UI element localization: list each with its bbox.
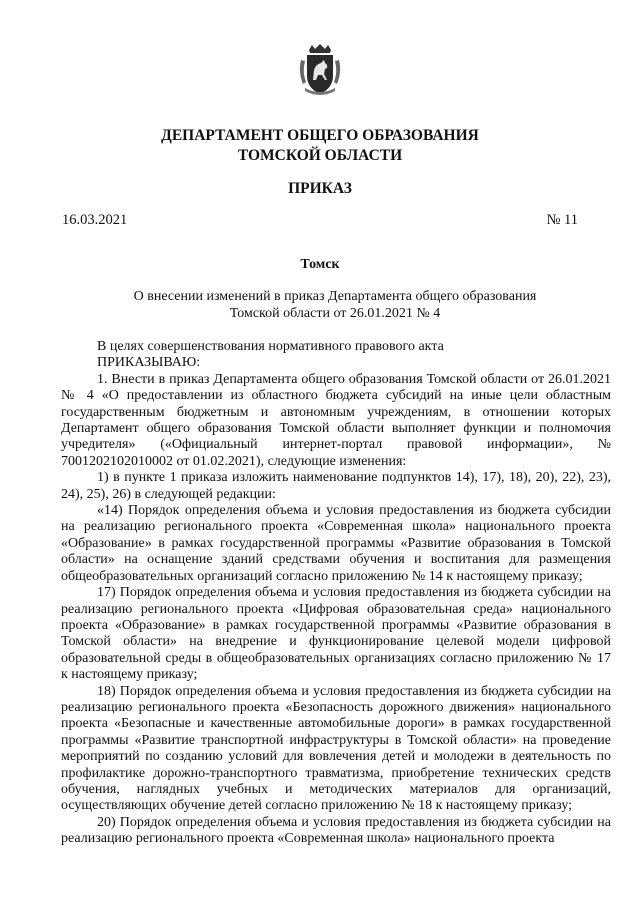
document-type: ПРИКАЗ <box>288 180 352 197</box>
department-name-line1: ДЕПАРТАМЕНТ ОБЩЕГО ОБРАЗОВАНИЯ <box>161 127 479 144</box>
tomsk-coat-of-arms-icon <box>297 44 343 96</box>
paragraph-17: 17) Порядок определения объема и условия предоставления из бюджета субсидии на реализацию регионального проекта «Цифровая образовательная среда» национального проекта «Образование» в рамках государственной программы «Развитие образования в Томской области» на внедрение и функционирование целевой модели цифровой образовательной среды в общеобразовательных организациях согласно приложению № 17 к настоящему приказу; <box>61 585 611 683</box>
paragraph-item-1: 1. Внести в приказ Департамента общего образования Томской области от 26.01.2021 № 4 «О предоставлении из областного бюджета субсидий на иные цели областным государственным бюджетным и автономным учреждениям, в отношении которых Департамент общего образования Томской области выполняет функции и полномочия учредителя» («Официальный интернет-портал правовой информации», № 7001202102010002 от 01.02.2021), следующие изменения: <box>61 371 611 469</box>
paragraph-20: 20) Порядок определения объема и условия предоставления из бюджета субсидии на реализацию регионального проекта «Современная школа» национального проекта <box>61 814 611 847</box>
paragraph-14: «14) Порядок определения объема и условия предоставления из бюджета субсидии на реализацию регионального проекта «Современная школа» национального проекта «Образование» в рамках государственной программы «Развитие образования в Томской области» на оснащение зданий средствами обучения и воспитания для размещения общеобразовательных организаций согласно приложению № 14 к настоящему приказу; <box>61 503 611 584</box>
order-number: № 11 <box>546 212 578 228</box>
paragraph-18: 18) Порядок определения объема и условия предоставления из бюджета субсидии на реализацию регионального проекта «Безопасность дорожного движения» национального проекта «Безопасные и качественные автомобильные дороги» в рамках государственной программы «Развитие транспортной инфраструктуры в Томской области» на проведение мероприятий по созданию условий для вовлечения детей и молодежи в деятельность по профилактике дорожно-транспортного травматизма, приобретение технических средств обучения, наглядных учебных и методических материалов для организаций, осуществляющих обучение детей согласно приложению № 18 к настоящему приказу; <box>61 683 611 814</box>
subject-line1: О внесении изменений в приказ Департамента общего образования <box>133 289 537 304</box>
order-subject <box>60 289 610 322</box>
department-name <box>0 126 640 166</box>
paragraph-subitem-1: 1) в пункте 1 приказа изложить наименование подпунктов 14), 17), 18), 20), 22), 23), 24), 25), 26) в следующей редакции: <box>61 470 611 502</box>
subject-line2: Томской области от 26.01.2021 № 4 <box>229 305 441 321</box>
city-name: Томск <box>300 257 340 272</box>
order-date: 16.03.2021 <box>62 212 128 228</box>
order-body <box>61 339 611 848</box>
order-word: ПРИКАЗЫВАЮ: <box>97 355 201 371</box>
intro-paragraph: В целях совершенствования нормативного правового акта <box>97 339 444 354</box>
department-name-line2: ТОМСКОЙ ОБЛАСТИ <box>237 147 403 164</box>
